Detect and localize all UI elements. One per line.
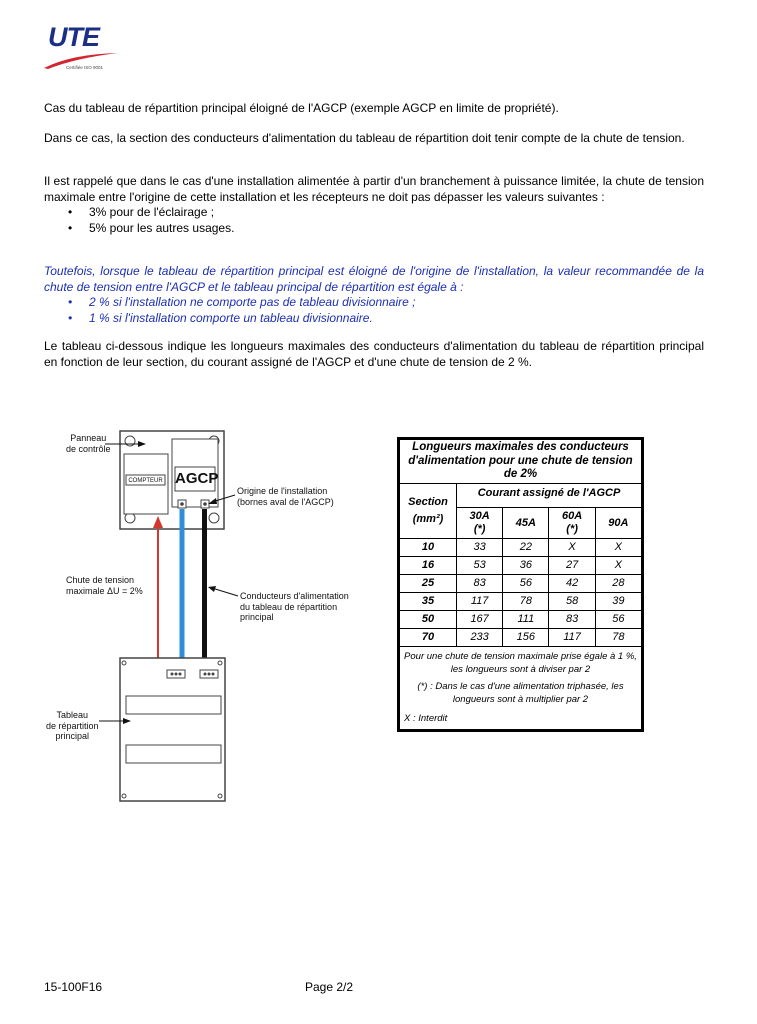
page-number: Page 2/2 <box>305 980 354 994</box>
table-cell: 78 <box>595 628 641 646</box>
table-cell: 83 <box>457 574 503 592</box>
table-cell: 156 <box>503 628 549 646</box>
paragraph-2: Dans ce cas, la section des conducteurs d'alimentation du tableau de répartition doit tenir compte de la chute de tension. <box>44 131 685 145</box>
table-cell: 83 <box>549 610 595 628</box>
table-cell: 58 <box>549 592 595 610</box>
table-cell: 27 <box>549 556 595 574</box>
recommendation-list <box>44 295 704 326</box>
section-cell: 16 <box>400 556 457 574</box>
section-cell: 70 <box>400 628 457 646</box>
column-header-90a: 90A <box>595 507 641 538</box>
table-row <box>400 592 642 610</box>
list-item: • 1 % si l'installation comporte un tableau divisionnaire. <box>44 311 704 327</box>
document-reference: 15-100F16 <box>44 980 103 994</box>
note-1: Pour une chute de tension maximale prise égale à 1 %, les longueurs sont à diviser par 2 <box>404 650 637 675</box>
table-cell: 56 <box>595 610 641 628</box>
table-notes <box>400 646 642 729</box>
table-cell: 117 <box>549 628 595 646</box>
table-cell: 36 <box>503 556 549 574</box>
section-cell: 10 <box>400 538 457 556</box>
table-cell: 111 <box>503 610 549 628</box>
ute-logo <box>42 24 122 74</box>
list-item: • 2 % si l'installation ne comporte pas de tableau divisionnaire ; <box>44 295 704 311</box>
longueurs-table <box>397 437 644 732</box>
table-row <box>400 628 642 646</box>
panneau-label: Panneau de contrôle <box>66 433 111 454</box>
table-row <box>400 556 642 574</box>
table-cell: 233 <box>457 628 503 646</box>
logo-certification: Certifiée ISO 9001 <box>66 65 104 70</box>
courant-header: Courant assigné de l'AGCP <box>457 483 642 507</box>
table-cell: 117 <box>457 592 503 610</box>
origine-label: Origine de l'installation (bornes aval de l'AGCP) <box>237 486 334 507</box>
section-header: Section (mm²) <box>400 483 457 538</box>
column-header-30a: 30A (*) <box>457 507 503 538</box>
table-title: Longueurs maximales des conducteurs d'alimentation pour une chute de tension de 2% <box>400 440 642 484</box>
note-2: (*) : Dans le cas d'une alimentation triphasée, les longueurs sont à multiplier par 2 <box>417 680 624 705</box>
logo-text: UTE <box>48 22 99 52</box>
installation-diagram <box>40 420 380 810</box>
table-cell: 22 <box>503 538 549 556</box>
column-header-60a: 60A (*) <box>549 507 595 538</box>
table-cell: X <box>595 556 641 574</box>
usage-list <box>44 205 704 236</box>
table-row <box>400 574 642 592</box>
table-row <box>400 610 642 628</box>
table-cell: 33 <box>457 538 503 556</box>
table-cell: 167 <box>457 610 503 628</box>
compteur-label: COMPTEUR <box>128 478 163 484</box>
list-item: • 3% pour de l'éclairage ; <box>44 205 704 221</box>
table-cell: 28 <box>595 574 641 592</box>
table-row <box>400 538 642 556</box>
tableau-label: Tableau de répartition principal <box>46 710 99 741</box>
chute-tension-label: Chute de tension maximale ΔU = 2% <box>66 575 143 596</box>
section-cell: 25 <box>400 574 457 592</box>
section-cell: 50 <box>400 610 457 628</box>
section-cell: 35 <box>400 592 457 610</box>
paragraph-3-text: Il est rappelé que dans le cas d'une installation alimentée à partir d'un branchement à puissance limitée, la chute de tension maximale entre l'origine de cette installation et les récepteurs ne doit pas dépasser les valeurs suivantes : <box>44 174 704 204</box>
column-header-45a: 45A <box>503 507 549 538</box>
paragraph-5: Le tableau ci-dessous indique les longueurs maximales des conducteurs d'alimentation du tableau de répartition principal en fonction de leur section, du courant assigné de l'AGCP et d'une chute de tension de 2 %. <box>44 339 704 369</box>
paragraph-1: Cas du tableau de répartition principal éloigné de l'AGCP (exemple AGCP en limite de propriété). <box>44 101 559 115</box>
paragraph-4 <box>44 264 704 326</box>
table-cell: 56 <box>503 574 549 592</box>
paragraph-3 <box>44 174 704 236</box>
paragraph-4-text: Toutefois, lorsque le tableau de répartition principal est éloigné de l'origine de l'installation, la valeur recommandée de la chute de tension entre l'AGCP et le tableau principal de répartition est égale à : <box>44 264 704 294</box>
conducteurs-label: Conducteurs d'alimentation du tableau de répartition principal <box>240 591 349 622</box>
agcp-label: AGCP <box>175 470 219 487</box>
table-cell: 78 <box>503 592 549 610</box>
table-cell: 39 <box>595 592 641 610</box>
table-cell: 42 <box>549 574 595 592</box>
table-cell: X <box>549 538 595 556</box>
note-3: X : Interdit <box>404 712 448 724</box>
list-item: • 5% pour les autres usages. <box>44 221 704 237</box>
table-cell: X <box>595 538 641 556</box>
table-cell: 53 <box>457 556 503 574</box>
